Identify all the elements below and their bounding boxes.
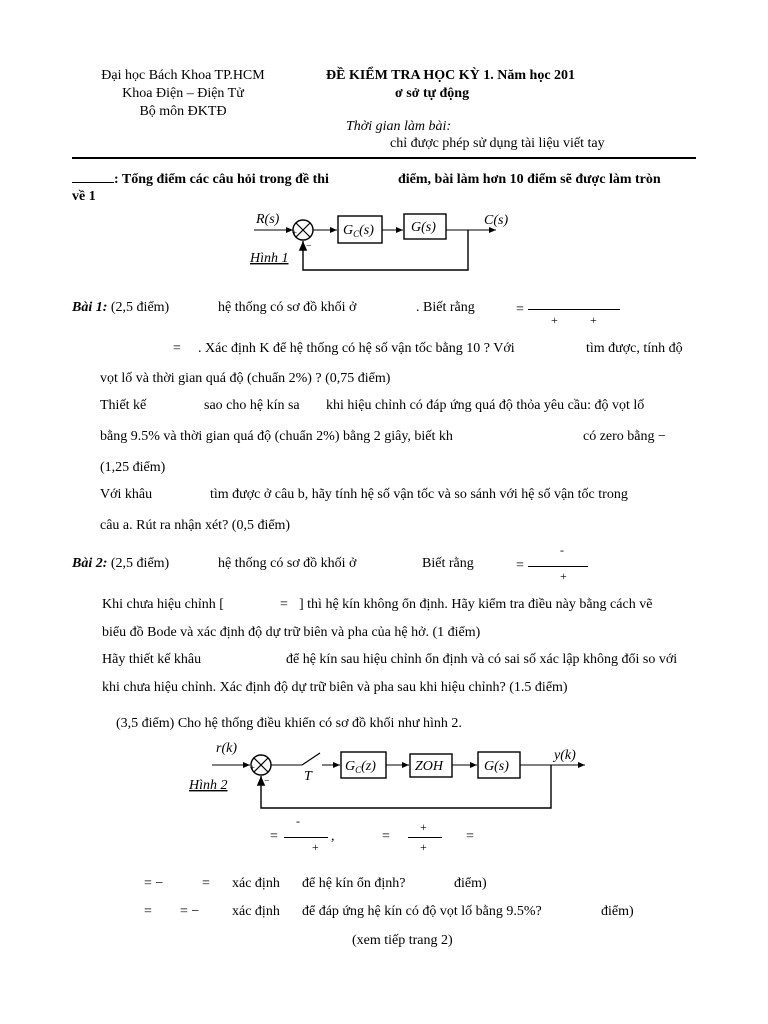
bai2-a-line-1b: =	[280, 597, 288, 612]
bai1-b-line-1a: Thiết kế	[100, 398, 147, 413]
bai2-a-line-2: biểu đồ Bode và xác định độ dự trữ biên và pha của hệ hở. (1 điểm)	[102, 625, 481, 640]
bai1-b-line-2b: có zero bằng −	[583, 429, 666, 444]
bai3-frac2-num: +	[420, 820, 427, 834]
allowed-materials: chỉ được phép sử dụng tài liệu viết tay	[390, 136, 605, 151]
figure-2-block-diagram	[180, 738, 590, 812]
bai3-frac1-num: -	[296, 814, 300, 828]
fig2-minus-sign: −	[264, 776, 270, 787]
bai3-frac1-bar	[284, 837, 328, 838]
bai2-a-line-1a: Khi chưa hiệu chỉnh [	[102, 597, 224, 612]
bai1-label: Bài 1:	[72, 300, 108, 315]
bai1-a-text-2: tìm được, tính độ	[586, 341, 683, 356]
fig1-output-label: C(s)	[484, 213, 509, 228]
bai1-b-line-1b: sao cho hệ kín sa	[204, 398, 300, 413]
fig2-caption: Hình 2	[189, 778, 228, 793]
faculty-name: Khoa Điện – Điện Tử	[122, 86, 244, 101]
bai1-points: (2,5 điểm)	[110, 300, 170, 315]
fig2-output-label: y(k)	[554, 748, 576, 763]
bai1-c-line-2: câu a. Rút ra nhận xét? (0,5 điểm)	[100, 518, 291, 533]
bai1-a-line-2: vọt lố và thời gian quá độ (chuẩn 2%) ? (0,75 điểm)	[100, 371, 391, 386]
fig1-minus-sign: −	[306, 241, 312, 252]
bai2-text-2: Biết rằng	[422, 556, 474, 571]
bai3-q2-e: điểm)	[601, 904, 634, 919]
bai2-points: (2,5 điểm)	[110, 556, 170, 571]
figure-1-block-diagram	[240, 206, 530, 278]
fig2-controller-label: $G_C(z)$	[345, 759, 376, 775]
bai1-eq: =	[516, 302, 524, 317]
exam-subject: ơ sở tự động	[395, 86, 470, 101]
bai3-q1-b: =	[202, 876, 210, 891]
fig1-plant-label: G(s)	[411, 220, 436, 235]
bai3-frac2-den: +	[420, 840, 427, 854]
bai1-text-1: hệ thống có sơ đồ khối ở	[218, 300, 357, 315]
notice-suffix: điểm, bài làm hơn 10 điểm sẽ được làm tròn	[398, 172, 661, 187]
bai2-eq: =	[516, 558, 524, 573]
bai1-c-line-1a: Với khâu	[100, 487, 153, 502]
bai1-c-line-1b: tìm được ở câu b, hãy tính hệ số vận tốc và so sánh với hệ số vận tốc trong	[210, 487, 628, 502]
bai1-den-plus-2: +	[590, 313, 597, 327]
header-divider	[72, 157, 696, 159]
exam-title: ĐỀ KIỂM TRA HỌC KỲ 1. Năm học 201	[326, 68, 576, 83]
bai3-eq-3: =	[466, 829, 474, 844]
bai1-heading	[72, 300, 169, 316]
notice-blank	[72, 182, 114, 183]
university-name: Đại học Bách Khoa TP.HCM	[101, 68, 265, 83]
bai2-b-line-1a: Hãy thiết kế khâu	[102, 652, 202, 667]
bai3-q1-c: xác định	[232, 876, 280, 891]
bai1-a-eq: =	[173, 341, 181, 356]
fig2-sampler-switch	[302, 753, 320, 765]
notice-line-2: về 1	[72, 189, 96, 204]
fig2-plus-sign: +	[250, 763, 256, 773]
bai2-b-line-2: khi chưa hiệu chỉnh. Xác định độ dự trữ biên và pha sau khi hiệu chỉnh? (1.5 điểm)	[102, 680, 568, 695]
continue-note: (xem tiếp trang 2)	[352, 933, 453, 948]
bai3-q1-d: để hệ kín ổn định?	[302, 876, 406, 891]
fig1-controller-label: $G_C(s)$	[343, 223, 374, 239]
fig1-plus-sign: +	[292, 228, 298, 238]
notice-line-1	[72, 172, 329, 188]
bai3-intro: (3,5 điểm) Cho hệ thống điều khiển có sơ đồ khối như hình 2.	[116, 716, 462, 731]
bai1-text-2: . Biết rằng	[416, 300, 475, 315]
bai3-q2-b: = −	[180, 904, 200, 919]
fig2-input-label: r(k)	[216, 741, 237, 756]
bai2-text-1: hệ thống có sơ đồ khối ở	[218, 556, 357, 571]
bai1-b-line-3: (1,25 điểm)	[100, 460, 166, 475]
bai1-b-line-2a: bằng 9.5% và thời gian quá độ (chuẩn 2%) bằng 2 giây, biết kh	[100, 429, 453, 444]
fig2-sampler-label: T	[304, 769, 312, 784]
bai2-den: +	[560, 569, 567, 583]
bai3-comma: ,	[331, 829, 335, 844]
fig1-input-label: R(s)	[256, 212, 280, 227]
bai3-frac1-den: +	[312, 840, 319, 854]
bai2-fraction-bar	[528, 566, 588, 567]
fig2-plant-label: G(s)	[484, 759, 509, 774]
bai1-a-text: . Xác định K để hệ thống có hệ số vận tốc bằng 10 ? Với	[198, 341, 515, 356]
bai2-num: -	[560, 543, 564, 557]
bai3-q2-d: để đáp ứng hệ kín có độ vọt lố bằng 9.5%?	[302, 904, 542, 919]
bai1-den-plus-1: +	[551, 313, 558, 327]
bai2-heading	[72, 556, 169, 572]
bai3-eq-1: =	[270, 829, 278, 844]
bai3-eq-2: =	[382, 829, 390, 844]
time-label: Thời gian làm bài:	[346, 119, 452, 134]
bai2-label: Bài 2:	[72, 556, 108, 571]
bai3-q2-a: =	[144, 904, 152, 919]
bai3-q1-e: điểm)	[454, 876, 487, 891]
fig2-zoh-label: ZOH	[415, 759, 444, 774]
bai2-a-line-1c: ] thì hệ kín không ổn định. Hãy kiểm tra điều này bằng cách vẽ	[299, 597, 653, 612]
notice-prefix: : Tổng điểm các câu hỏi trong đề thi	[114, 172, 329, 187]
bai1-b-line-1c: khi hiệu chỉnh có đáp ứng quá độ thỏa yêu cầu: độ vọt lố	[326, 398, 645, 413]
fig1-caption: Hình 1	[250, 251, 289, 266]
bai3-frac2-bar	[408, 837, 442, 838]
bai3-q1-a: = −	[144, 876, 164, 891]
bai3-q2-c: xác định	[232, 904, 280, 919]
department-name: Bộ môn ĐKTĐ	[139, 104, 227, 119]
bai2-b-line-1b: để hệ kín sau hiệu chỉnh ổn định và có sai số xác lập không đổi so với	[286, 652, 678, 667]
bai1-fraction-bar	[528, 309, 620, 310]
